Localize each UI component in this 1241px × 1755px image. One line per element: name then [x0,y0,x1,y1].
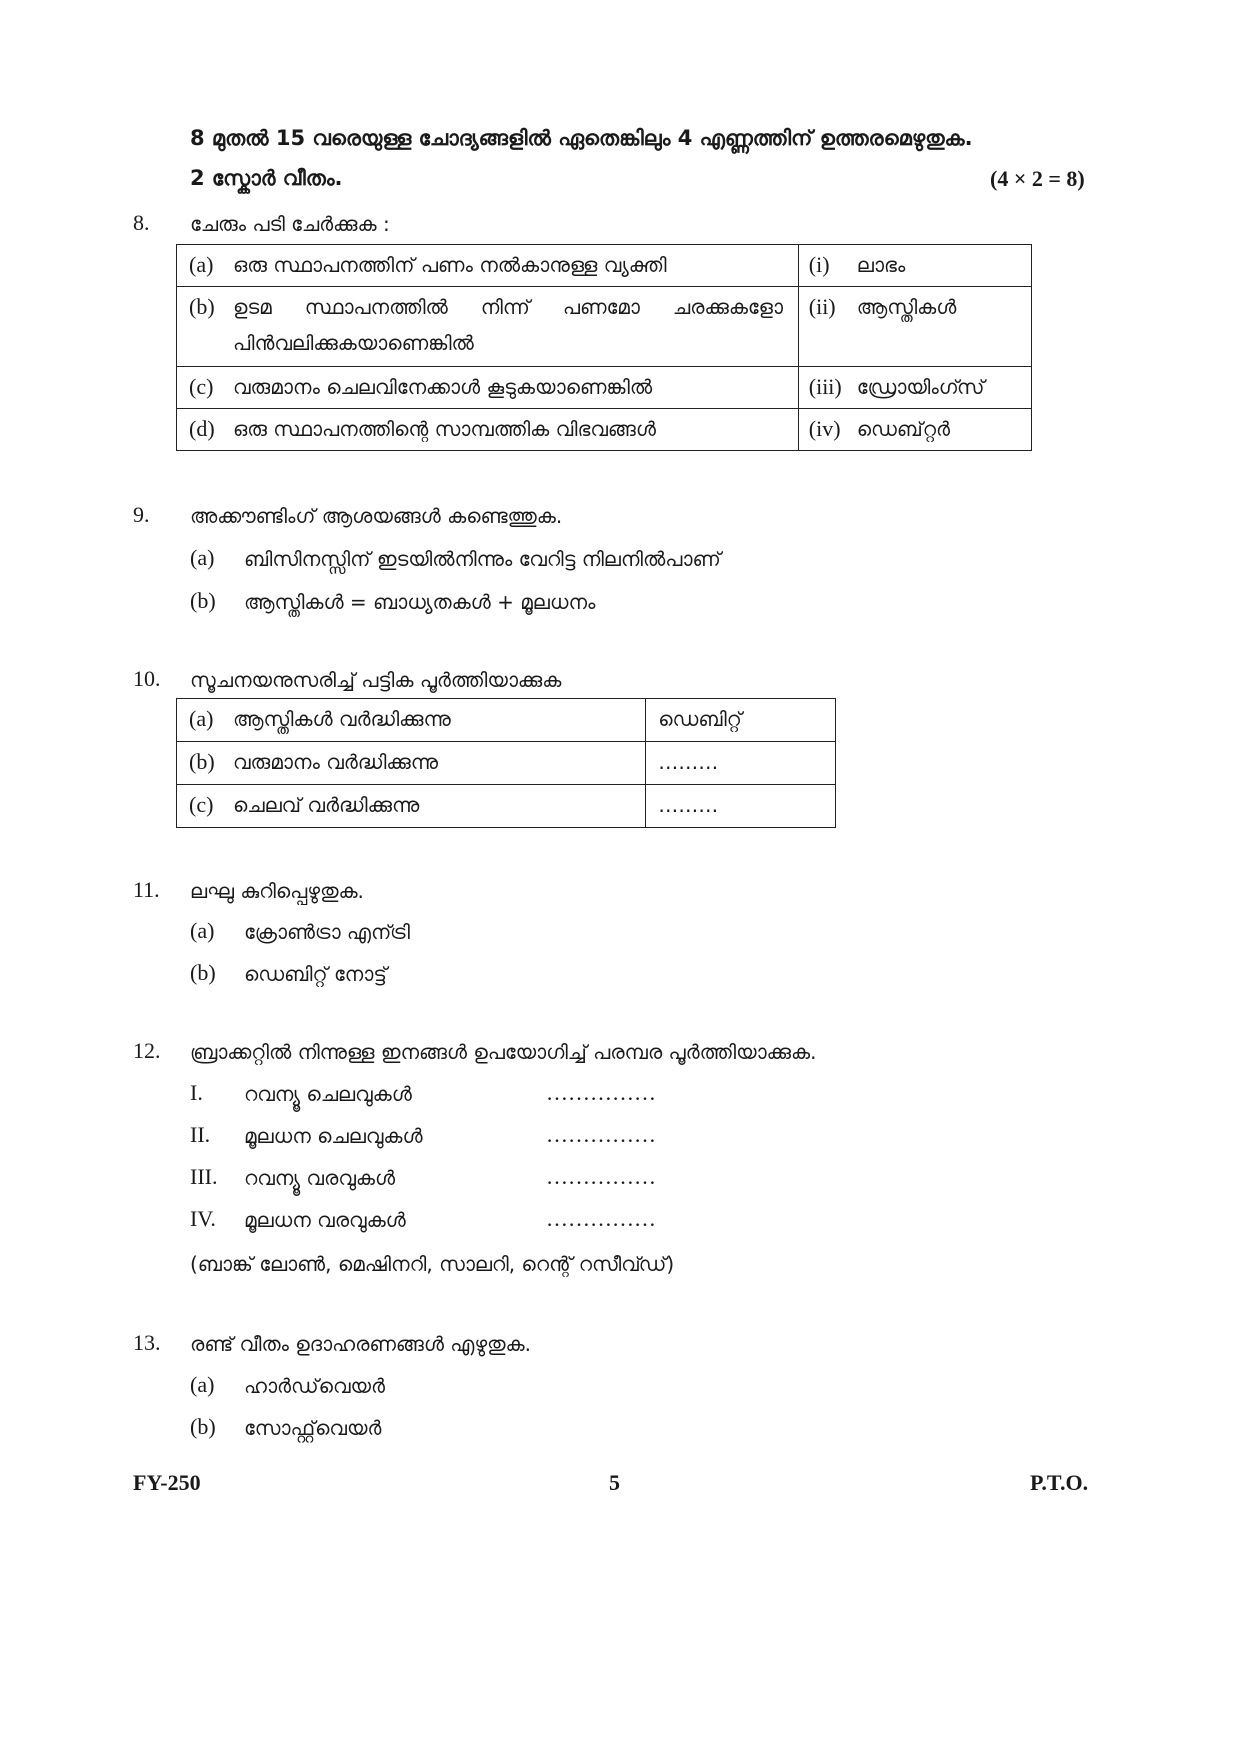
item-text: ഹാർഡ്‌വെയർ [244,1374,385,1398]
item-text: മൂലധന വരവുകൾ [244,1208,406,1232]
row-right-label: (iv) [808,416,841,441]
question-number-8: 8. [133,210,150,235]
row-left-text: ഉടമ സ്ഥാപനത്തിൽ നിന്ന് പണമോ ചരക്കുകളോ പിൻവലിക്കുകയാണെങ്കിൽ [233,295,783,355]
row-right-text: ഡെബിറ്റ് [658,707,742,731]
item-label: (b) [190,960,216,985]
item-label: (a) [190,918,215,943]
answer-blank: …………… [546,1164,656,1189]
item-label: III. [190,1164,218,1189]
row-right-label: (i) [808,252,830,277]
marks-per-question: 2 സ്കോർ വീതം. [190,166,343,190]
paper-code: FY-250 [133,1470,201,1495]
row-right-text: ഡെബ്റ്റർ [856,417,951,441]
row-right-text: ഡ്രോയിംഗ്സ് [856,375,985,399]
question-number-12: 12. [133,1038,161,1063]
item-label: (b) [190,588,216,613]
table-row [177,785,836,828]
item-label: (a) [190,1372,215,1397]
item-label: I. [190,1080,203,1105]
row-left-text: ആസ്തികൾ വർദ്ധിക്കുന്നു [233,707,451,731]
row-label: (a) [189,706,214,731]
row-right-text: ……… [658,750,719,774]
item-label: (b) [190,1414,216,1439]
item-text: ആസ്തികൾ = ബാധ്യതകൾ + മൂലധനം [244,590,596,614]
question-13-text: രണ്ട് വീതം ഉദാഹരണങ്ങൾ എഴുതുക. [190,1332,531,1356]
row-right-text: ……… [658,793,719,817]
section-instruction: 8 മുതൽ 15 വരെയുള്ള ചോദ്യങ്ങളിൽ ഏതെങ്കിലും 4 എണ്ണത്തിന് ഉത്തരമെഴുതുക. [190,126,973,150]
question-10-text: സൂചനയനുസരിച്ച് പട്ടിക പൂർത്തിയാക്കുക [190,668,562,692]
item-text: റവന്യൂ വരവുകൾ [244,1166,396,1190]
item-text: സോഫ്റ്റ്‌വെയർ [244,1416,382,1440]
options-list: (ബാങ്ക് ലോൺ, മെഷിനറി, സാലറി, റെന്റ് റസീവ്ഡ്) [190,1252,675,1276]
item-label: II. [190,1122,211,1147]
question-12-text: ബ്രാക്കറ്റിൽ നിന്നുള്ള ഇനങ്ങൾ ഉപയോഗിച്ച് പരമ്പര പൂർത്തിയാക്കുക. [190,1040,817,1064]
table-row [177,409,1032,451]
row-right-text: ആസ്തികൾ [856,295,957,319]
question-number-11: 11. [133,877,160,902]
answer-blank: …………… [546,1206,656,1231]
item-text: മൂലധന ചെലവുകൾ [244,1124,423,1148]
complete-table [176,698,836,828]
item-text: ബിസിനസ്സിന് ഇടയിൽനിന്നും വേറിട്ട നിലനിൽപാണ് [244,547,721,571]
row-label: (b) [189,294,215,319]
row-label: (b) [189,749,215,774]
match-table [176,244,1032,451]
item-label: IV. [190,1206,216,1231]
row-left-text: വരുമാനം ചെലവിനേക്കാൾ കൂടുകയാണെങ്കിൽ [233,375,653,399]
row-left-text: ഒരു സ്ഥാപനത്തിന് പണം നൽകാനുള്ള വ്യക്തി [233,253,667,277]
row-label: (c) [189,374,214,399]
row-label: (a) [189,252,214,277]
question-8-text: ചേരും പടി ചേർക്കുക : [190,212,390,236]
table-row [177,287,1032,367]
row-right-text: ലാഭം [856,253,906,277]
table-row [177,245,1032,287]
table-row [177,367,1032,409]
row-label: (d) [189,416,215,441]
item-text: ഡെബിറ്റ് നോട്ട് [244,962,387,986]
question-number-9: 9. [133,502,150,527]
table-row [177,742,836,785]
row-left-text: വരുമാനം വർദ്ധിക്കുന്നു [233,750,439,774]
question-9-text: അക്കൗണ്ടിംഗ് ആശയങ്ങൾ കണ്ടെത്തുക. [190,504,563,528]
item-text: ക്രോൺട്രാ എന്ട്രി [244,920,410,944]
row-left-text: ഒരു സ്ഥാപനത്തിന്റെ സാമ്പത്തിക വിഭവങ്ങൾ [233,417,656,441]
row-right-label: (ii) [808,294,836,319]
please-turn-over: P.T.O. [1030,1470,1089,1495]
question-number-10: 10. [133,666,161,691]
answer-blank: …………… [546,1080,656,1105]
marks-total: (4 × 2 = 8) [990,166,1085,191]
question-11-text: ലഘു കുറിപ്പെഴുതുക. [190,879,364,903]
row-label: (c) [189,792,214,817]
table-row [177,699,836,742]
question-number-13: 13. [133,1330,161,1355]
row-right-label: (iii) [808,374,842,399]
item-label: (a) [190,545,215,570]
answer-blank: …………… [546,1122,656,1147]
item-text: റവന്യൂ ചെലവുകൾ [244,1082,412,1106]
row-left-text: ചെലവ് വർദ്ധിക്കുന്നു [233,793,420,817]
page-number: 5 [609,1470,620,1495]
